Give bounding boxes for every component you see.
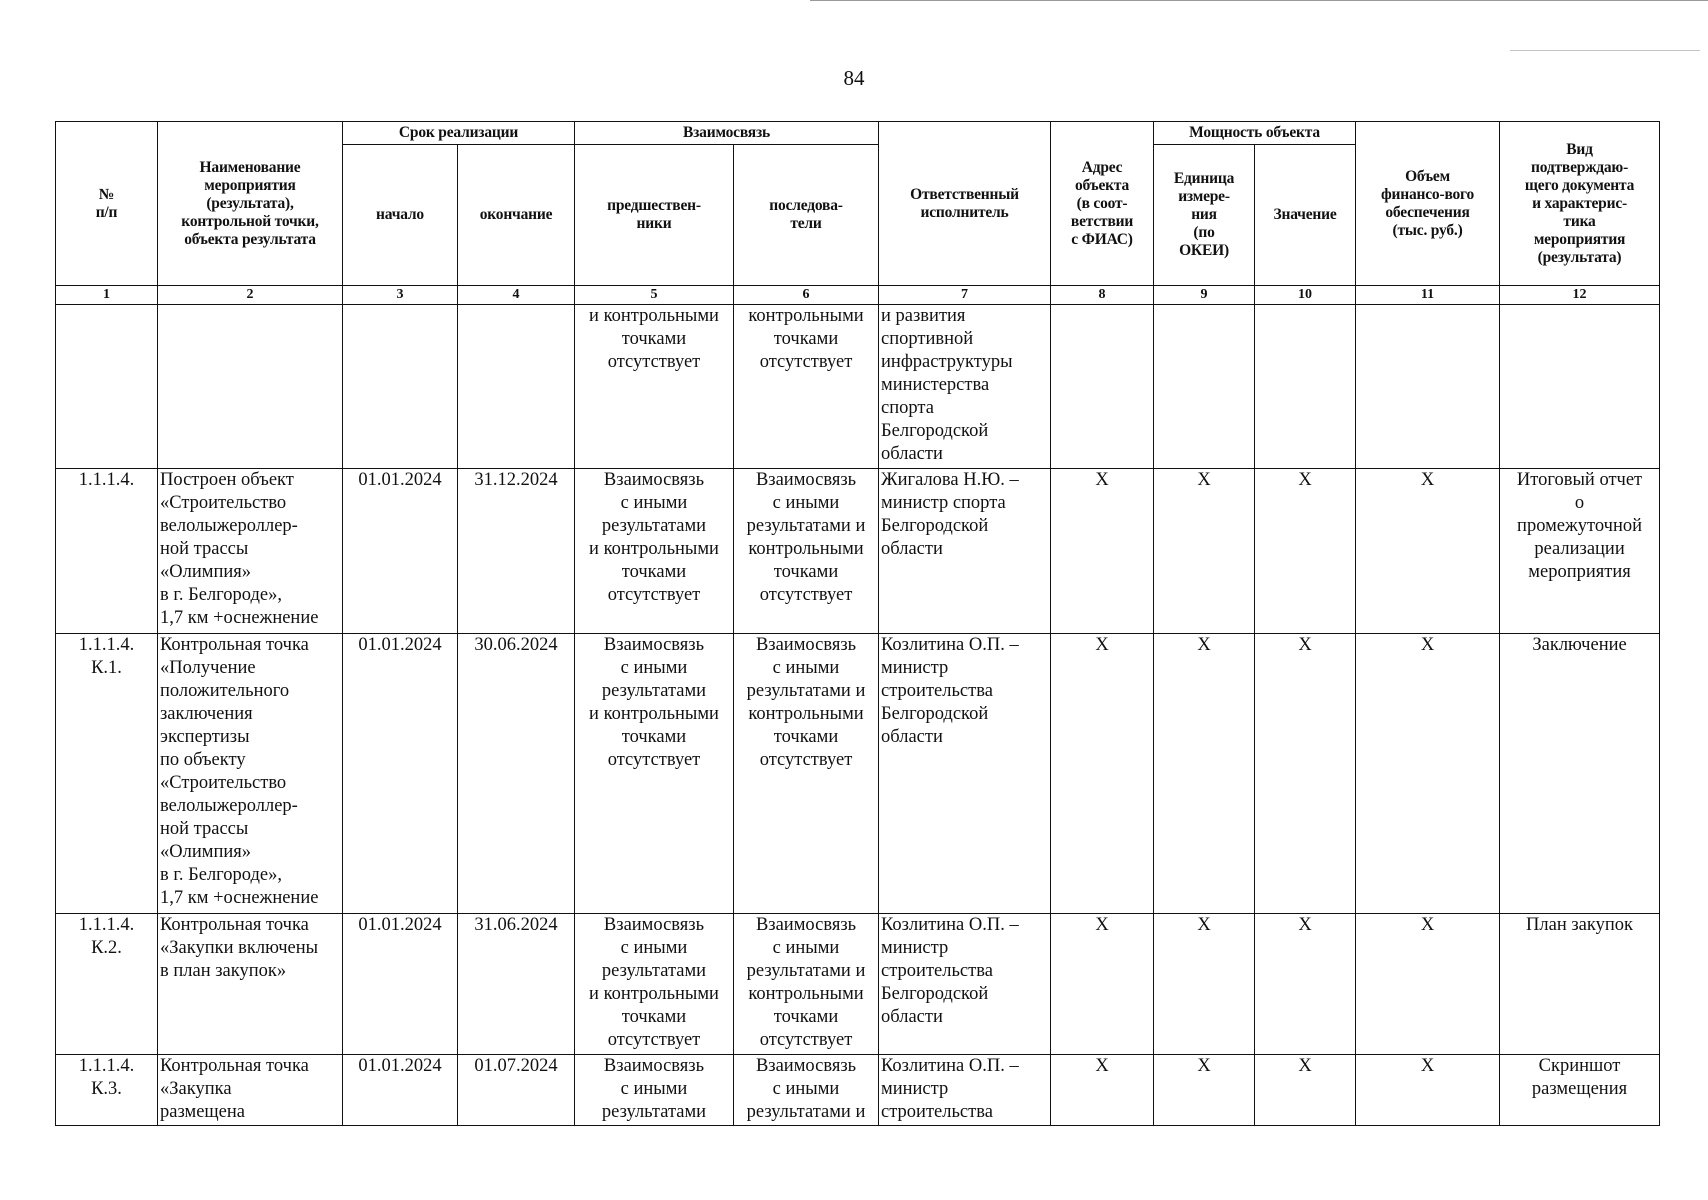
cell-responsible: Жигалова Н.Ю. – министр спорта Белгородской области xyxy=(879,469,1051,634)
column-numbers-row xyxy=(56,286,1660,305)
cell-start: 01.01.2024 xyxy=(343,634,458,914)
column-number: 6 xyxy=(734,286,879,305)
cell-doc-type: Скриншот размещения xyxy=(1500,1055,1660,1126)
cell-address: X xyxy=(1051,634,1154,914)
cell-finance: X xyxy=(1356,469,1500,634)
cell-start: 01.01.2024 xyxy=(343,1055,458,1126)
cell-start: 01.01.2024 xyxy=(343,469,458,634)
column-number: 7 xyxy=(879,286,1051,305)
cell-unit xyxy=(1154,305,1255,469)
scan-edge-line xyxy=(810,0,1708,1)
header-relation-group: Взаимосвязь xyxy=(575,122,879,145)
cell-unit: X xyxy=(1154,914,1255,1055)
header-name: Наименование мероприятия (результата), контрольной точки, объекта результата xyxy=(158,122,343,286)
cell-num: 1.1.1.4. xyxy=(56,469,158,634)
cell-finance: X xyxy=(1356,634,1500,914)
cell-finance: X xyxy=(1356,914,1500,1055)
cell-finance: X xyxy=(1356,1055,1500,1126)
cell-unit: X xyxy=(1154,634,1255,914)
cell-responsible: Козлитина О.П. – министр строительства Белгородской области xyxy=(879,914,1051,1055)
column-number: 5 xyxy=(575,286,734,305)
scan-edge-line xyxy=(1510,50,1700,51)
cell-end: 01.07.2024 xyxy=(458,1055,575,1126)
cell-name: Контрольная точка «Закупка размещена xyxy=(158,1055,343,1126)
cell-unit: X xyxy=(1154,1055,1255,1126)
table-row xyxy=(56,305,1660,469)
measures-table xyxy=(55,121,1660,1126)
cell-successors: контрольными точками отсутствует xyxy=(734,305,879,469)
cell-doc-type xyxy=(1500,305,1660,469)
cell-num: 1.1.1.4. К.3. xyxy=(56,1055,158,1126)
header-term-group: Срок реализации xyxy=(343,122,575,145)
cell-successors: Взаимосвязь с иными результатами и контрольными точками отсутствует xyxy=(734,634,879,914)
cell-responsible: Козлитина О.П. – министр строительства Белгородской области xyxy=(879,634,1051,914)
cell-name xyxy=(158,305,343,469)
cell-start xyxy=(343,305,458,469)
header-finance: Объем финансо-вого обеспечения (тыс. руб.) xyxy=(1356,122,1500,286)
cell-predecessors: Взаимосвязь с иными результатами и контрольными точками отсутствует xyxy=(575,634,734,914)
cell-value: X xyxy=(1255,469,1356,634)
header-num: № п/п xyxy=(56,122,158,286)
cell-doc-type: Итоговый отчет о промежуточной реализации мероприятия xyxy=(1500,469,1660,634)
cell-address xyxy=(1051,305,1154,469)
cell-value: X xyxy=(1255,634,1356,914)
cell-predecessors: Взаимосвязь с иными результатами и контрольными точками отсутствует xyxy=(575,914,734,1055)
header-responsible: Ответственный исполнитель xyxy=(879,122,1051,286)
cell-successors: Взаимосвязь с иными результатами и контрольными точками отсутствует xyxy=(734,469,879,634)
table-row xyxy=(56,469,1660,634)
cell-value: X xyxy=(1255,914,1356,1055)
header-successors: последова- тели xyxy=(734,145,879,286)
column-number: 4 xyxy=(458,286,575,305)
header-unit: Единица измере- ния (по ОКЕИ) xyxy=(1154,145,1255,286)
cell-num: 1.1.1.4. К.1. xyxy=(56,634,158,914)
header-address: Адрес объекта (в соот- ветствии с ФИАС) xyxy=(1051,122,1154,286)
column-number: 2 xyxy=(158,286,343,305)
column-number: 1 xyxy=(56,286,158,305)
cell-successors: Взаимосвязь с иными результатами и xyxy=(734,1055,879,1126)
table-row xyxy=(56,634,1660,914)
cell-name: Построен объект «Строительство велолыжероллер- ной трассы «Олимпия» в г. Белгороде», 1,7 км +оснежнение xyxy=(158,469,343,634)
cell-end: 31.12.2024 xyxy=(458,469,575,634)
table-row xyxy=(56,1055,1660,1126)
cell-address: X xyxy=(1051,914,1154,1055)
column-number: 10 xyxy=(1255,286,1356,305)
header-value: Значение xyxy=(1255,145,1356,286)
header-predecessors: предшествен- ники xyxy=(575,145,734,286)
cell-name: Контрольная точка «Получение положительного заключения экспертизы по объекту «Строительство велолыжероллер- ной трассы «Олимпия» в г. Белгороде», 1,7 км +оснежнение xyxy=(158,634,343,914)
cell-end: 30.06.2024 xyxy=(458,634,575,914)
column-number: 3 xyxy=(343,286,458,305)
column-number: 11 xyxy=(1356,286,1500,305)
cell-end: 31.06.2024 xyxy=(458,914,575,1055)
cell-doc-type: План закупок xyxy=(1500,914,1660,1055)
column-number: 12 xyxy=(1500,286,1660,305)
page-number: 84 xyxy=(843,66,865,90)
column-number: 9 xyxy=(1154,286,1255,305)
cell-num: 1.1.1.4. К.2. xyxy=(56,914,158,1055)
column-number: 8 xyxy=(1051,286,1154,305)
cell-num xyxy=(56,305,158,469)
cell-predecessors: Взаимосвязь с иными результатами и контрольными точками отсутствует xyxy=(575,469,734,634)
cell-doc-type: Заключение xyxy=(1500,634,1660,914)
cell-responsible: Козлитина О.П. – министр строительства xyxy=(879,1055,1051,1126)
cell-predecessors: и контрольными точками отсутствует xyxy=(575,305,734,469)
cell-address: X xyxy=(1051,469,1154,634)
cell-end xyxy=(458,305,575,469)
header-doc-type: Вид подтверждаю- щего документа и характерис- тика мероприятия (результата) xyxy=(1500,122,1660,286)
cell-value xyxy=(1255,305,1356,469)
cell-responsible: и развития спортивной инфраструктуры министерства спорта Белгородской области xyxy=(879,305,1051,469)
cell-start: 01.01.2024 xyxy=(343,914,458,1055)
cell-value: X xyxy=(1255,1055,1356,1126)
cell-predecessors: Взаимосвязь с иными результатами xyxy=(575,1055,734,1126)
cell-address: X xyxy=(1051,1055,1154,1126)
cell-successors: Взаимосвязь с иными результатами и контрольными точками отсутствует xyxy=(734,914,879,1055)
cell-finance xyxy=(1356,305,1500,469)
cell-unit: X xyxy=(1154,469,1255,634)
header-start: начало xyxy=(343,145,458,286)
table-row xyxy=(56,914,1660,1055)
cell-name: Контрольная точка «Закупки включены в план закупок» xyxy=(158,914,343,1055)
header-capacity-group: Мощность объекта xyxy=(1154,122,1356,145)
header-end: окончание xyxy=(458,145,575,286)
